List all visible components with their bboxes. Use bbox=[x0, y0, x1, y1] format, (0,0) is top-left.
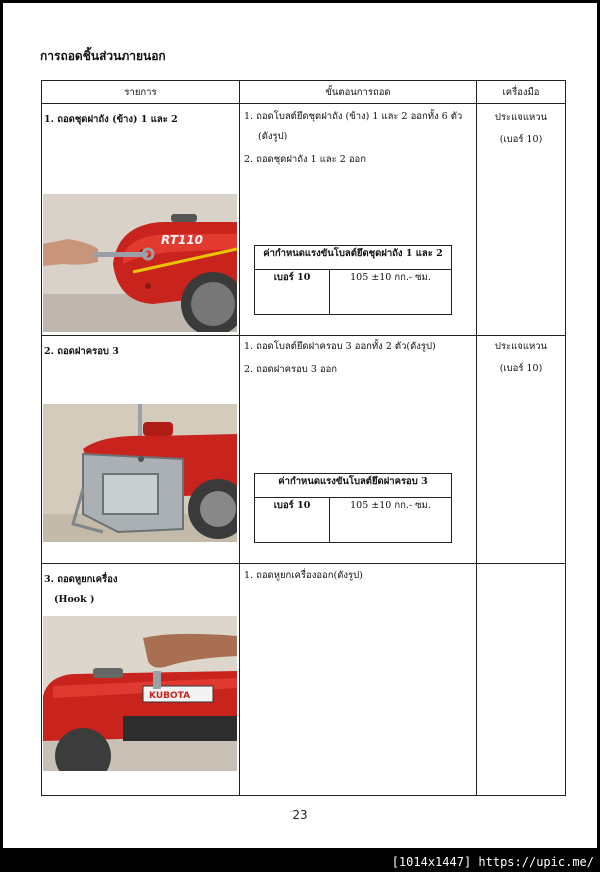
step-1: 1. ถอดโบลต์ยึดฝาครอบ 3 ออกทั้ง 2 ตัว(ดังรูป) bbox=[244, 341, 436, 352]
item-cell bbox=[42, 104, 240, 336]
item-cell bbox=[42, 564, 240, 796]
torque-spec-table bbox=[254, 473, 452, 543]
photo-brand-label: KUBOTA bbox=[149, 691, 191, 701]
document-page bbox=[3, 3, 597, 848]
step-1-cont: (ดังรูป) bbox=[258, 131, 288, 142]
step-2: 2. ถอดชุดฝาถัง 1 และ 2 ออก bbox=[244, 154, 366, 165]
tool-cell bbox=[477, 104, 566, 336]
torque-title: ค่ากำหนดแรงขันโบลต์ยึดชุดฝาถัง 1 และ 2 bbox=[255, 246, 452, 270]
item-subtitle: (Hook ) bbox=[54, 594, 95, 605]
steps-cell bbox=[240, 564, 477, 796]
procedure-table bbox=[41, 80, 566, 796]
item-title: 3. ถอดหูยกเครื่อง bbox=[44, 574, 118, 585]
step-1: 1. ถอดหูยกเครื่องออก(ดังรูป) bbox=[244, 570, 363, 581]
photo-model-label: RT110 bbox=[161, 233, 203, 247]
torque-title: ค่ากำหนดแรงขันโบลต์ยึดฝาครอบ 3 bbox=[255, 474, 452, 498]
cover-3-photo bbox=[43, 404, 237, 542]
page-number: 23 bbox=[292, 808, 308, 822]
page-title: การถอดชิ้นส่วนภายนอก bbox=[40, 49, 166, 63]
tool-size: (เบอร์ 10) bbox=[499, 134, 543, 145]
item-title: 2. ถอดฝาครอบ 3 bbox=[44, 346, 119, 357]
tool-cell bbox=[477, 336, 566, 564]
header-item: รายการ bbox=[42, 81, 240, 104]
table-row bbox=[42, 104, 566, 336]
tool-name: ประแจแหวน bbox=[494, 341, 548, 352]
tool-size: (เบอร์ 10) bbox=[499, 363, 543, 374]
step-2: 2. ถอดฝาครอบ 3 ออก bbox=[244, 364, 338, 375]
torque-label: เบอร์ 10 bbox=[255, 498, 330, 543]
tool-name: ประแจแหวน bbox=[494, 112, 548, 123]
watermark-text: [1014x1447] https://upic.me/ bbox=[391, 855, 594, 869]
torque-label: เบอร์ 10 bbox=[255, 270, 330, 315]
steps-cell bbox=[240, 104, 477, 336]
fuel-tank-cover-photo bbox=[43, 194, 237, 332]
header-tools: เครื่องมือ bbox=[477, 81, 566, 104]
table-row bbox=[42, 564, 566, 796]
table-row bbox=[42, 336, 566, 564]
steps-cell bbox=[240, 336, 477, 564]
header-steps: ขั้นตอนการถอด bbox=[240, 81, 477, 104]
tool-cell bbox=[477, 564, 566, 796]
step-1: 1. ถอดโบลต์ยึดชุดฝาถัง (ข้าง) 1 และ 2 ออกทั้ง 6 ตัว bbox=[244, 111, 463, 122]
item-cell bbox=[42, 336, 240, 564]
hook-photo bbox=[43, 616, 237, 771]
table-header-row bbox=[42, 81, 566, 104]
torque-value: 105 ±10 กก.- ซม. bbox=[330, 498, 452, 543]
item-title: 1. ถอดชุดฝาถัง (ข้าง) 1 และ 2 bbox=[44, 114, 178, 125]
torque-spec-table bbox=[254, 245, 452, 315]
torque-value: 105 ±10 กก.- ซม. bbox=[330, 270, 452, 315]
